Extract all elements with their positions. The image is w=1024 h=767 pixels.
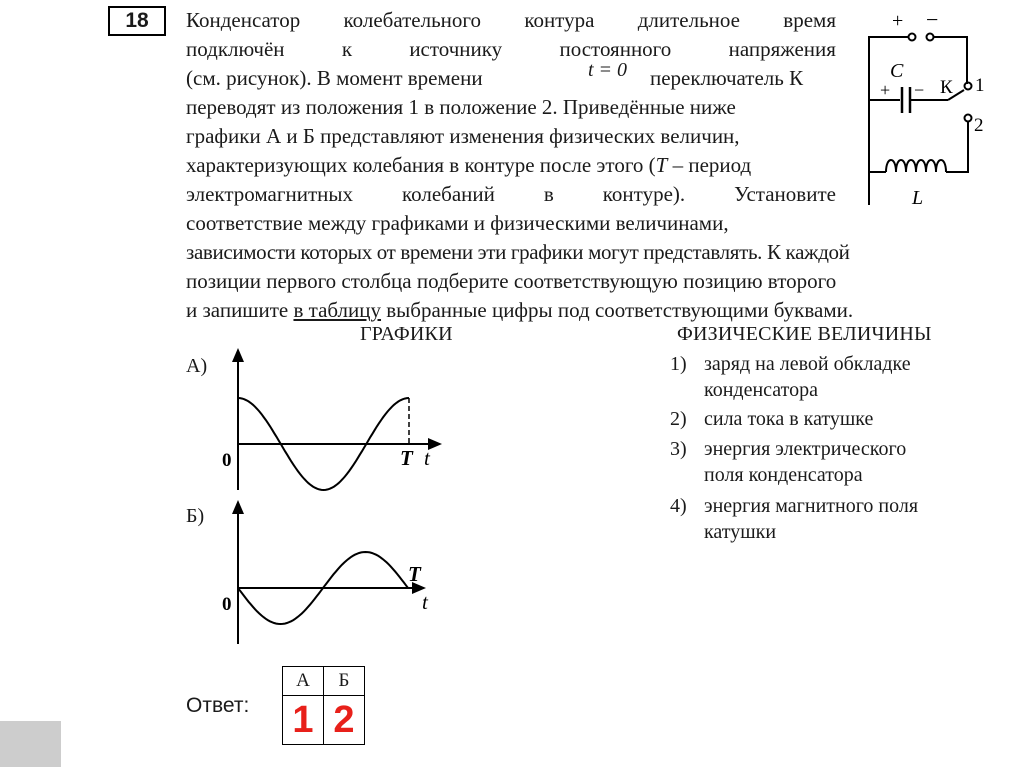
switch-label: К: [940, 77, 953, 98]
circuit-plus: +: [892, 10, 904, 32]
text-part: – период: [672, 153, 752, 177]
capacitor-label: C: [890, 60, 904, 82]
item-text: энергия электрического: [704, 438, 907, 460]
t-axis-arrow: [428, 438, 442, 450]
y-axis-arrow: [232, 500, 244, 514]
period-symbol: T: [655, 153, 668, 177]
switch-position-1: 1: [975, 75, 985, 96]
text-part: выбранные цифры под соответствующими буквами.: [381, 298, 854, 322]
word: электромагнитных: [186, 182, 353, 206]
item-text: поля конденсатора: [704, 464, 863, 486]
word: колебаний: [401, 182, 495, 206]
slide-corner-block: [0, 721, 61, 767]
switch-position-2: 2: [974, 115, 984, 136]
item-number: 2): [670, 408, 687, 430]
text-part: и запишите: [186, 298, 294, 322]
terminal-minus: [927, 34, 934, 41]
word: длительное: [637, 8, 740, 32]
text-line-4: переводят из положения 1 в положение 2. Приведённые ниже: [186, 95, 736, 119]
text-line-3a: (см. рисунок). В момент времени: [186, 66, 483, 90]
item-text: заряд на левой обкладке: [704, 353, 911, 375]
item-text: катушки: [704, 521, 777, 543]
word: напряжения: [728, 37, 836, 61]
answer-table: [282, 666, 365, 745]
word: контуре).: [602, 182, 686, 206]
text-line-9: зависимости которых от времени эти графики могут представлять. К каждой: [186, 240, 850, 264]
graph-a: [210, 340, 450, 500]
text-line-3b: переключатель К: [650, 66, 804, 90]
word: колебательного: [343, 8, 482, 32]
graph-a-label: А): [186, 355, 208, 377]
item-text: конденсатора: [704, 379, 818, 401]
capacitor-plus: +: [880, 80, 891, 100]
item-text: сила тока в катушке: [704, 408, 874, 430]
period-label: T: [400, 446, 413, 470]
word: Конденсатор: [186, 8, 301, 32]
item-number: 1): [670, 353, 687, 375]
text-line-10: позиции первого столбца подберите соответствующую позицию второго: [186, 269, 837, 293]
graphs-heading: ГРАФИКИ: [360, 323, 453, 345]
answer-cell-a[interactable]: 1: [283, 696, 324, 745]
capacitor-minus: −: [914, 80, 925, 100]
terminal-plus: [909, 34, 916, 41]
word: контура: [524, 8, 595, 32]
table-link-text: в таблицу: [293, 298, 382, 322]
word: подключён: [186, 37, 285, 61]
origin-label: 0: [222, 450, 232, 471]
text-part: характеризующих колебания в контуре после этого (: [186, 153, 656, 177]
answer-header-a: А: [283, 667, 324, 696]
text-line-5: графики А и Б представляют изменения физических величин,: [186, 124, 740, 148]
text-line-8: соответствие между графиками и физическими величинами,: [186, 211, 729, 235]
circuit-diagram: [846, 0, 1024, 215]
inductor-coil: [886, 160, 946, 172]
word: Установите: [734, 182, 836, 206]
switch-contact-2: [965, 115, 972, 122]
word: время: [783, 8, 836, 32]
text-line-7: [186, 181, 836, 207]
item-number: 3): [670, 438, 687, 460]
graph-b-label: Б): [186, 505, 205, 527]
graph-b: [210, 492, 450, 652]
t-axis-label: t: [424, 446, 430, 470]
word: источнику: [409, 37, 503, 61]
circuit-minus: −: [926, 7, 939, 32]
item-text: энергия магнитного поля: [704, 495, 919, 517]
text-line-2: [186, 36, 836, 62]
word: постоянного: [559, 37, 672, 61]
answer-header-b: Б: [324, 667, 365, 696]
quantities-heading: ФИЗИЧЕСКИЕ ВЕЛИЧИНЫ: [677, 323, 932, 345]
item-number: 4): [670, 495, 687, 517]
t-zero-formula: t = 0: [588, 59, 628, 81]
text-line-1: [186, 7, 836, 33]
word: к: [341, 37, 353, 61]
problem-number: 18: [108, 6, 166, 36]
t-axis-label: t: [422, 590, 428, 614]
word: в: [543, 182, 554, 206]
period-label: T: [408, 562, 421, 586]
text-line-6: [186, 152, 751, 178]
text-line-11: [186, 297, 853, 323]
origin-label: 0: [222, 594, 232, 615]
answer-label: Ответ:: [186, 694, 250, 717]
answer-cell-b[interactable]: 2: [324, 696, 365, 745]
inductor-label: L: [912, 187, 924, 209]
y-axis-arrow: [232, 348, 244, 362]
